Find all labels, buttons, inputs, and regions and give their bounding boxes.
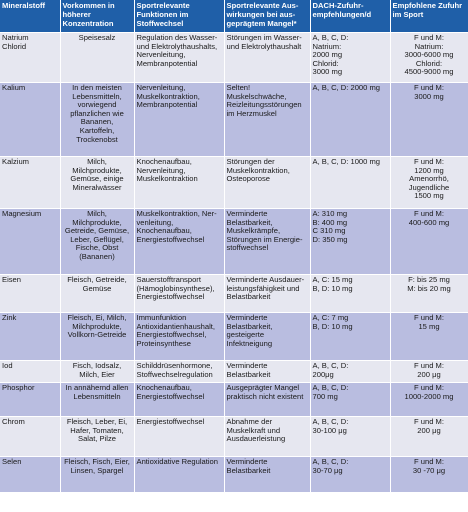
cell-text: F und M: 200 μg [414,361,444,379]
table-cell [60,83,134,157]
cell-text: Verminderte Belastbarkeit, gesteigerte Infektneigung [226,313,273,348]
table-cell [60,417,134,457]
cell-text: Phosphor [2,383,35,392]
table-cell [60,157,134,209]
table-cell [224,33,310,83]
table-cell [0,457,60,493]
cell-text: F und M: 1000-2000 mg [404,383,454,401]
table-cell [390,33,468,83]
cell-text: Kalium [2,83,26,92]
column-header-6: Empfohlene Zufuhr im Sport [390,0,468,33]
cell-text: F und M: 1200 mg Amenorrhö, Jugendliche 1500 mg [408,157,450,201]
cell-text: Verminderte Belastbarkeit [226,457,271,475]
cell-text: Störungen im Wasser- und Elektrolythaushalt [226,33,302,51]
table-cell [390,313,468,361]
table-cell [60,275,134,313]
cell-text: Zink [2,313,17,322]
cell-text: Sauerstofftransport (Hämoglobinsynthese), Energiestoffwechsel [136,275,215,302]
cell-text: Speisesalz [78,33,116,42]
header-row [0,0,468,33]
table-cell [310,33,390,83]
table-cell [0,275,60,313]
cell-text: Schilddrüsenhormone, Stoffwechselregulation [136,361,213,379]
cell-text: Verminderte Belastbarkeit, Muskelkrämpfe, Störungen im Energie-stoffwechsel [226,209,303,253]
table-cell [134,383,224,417]
table-cell [134,209,224,275]
table-cell [224,209,310,275]
table-cell [0,83,60,157]
table-cell [0,361,60,383]
table-cell [224,383,310,417]
table-cell [390,209,468,275]
table-row [0,157,468,209]
table-cell [224,157,310,209]
table-cell [224,313,310,361]
table-cell [0,383,60,417]
table-cell [310,457,390,493]
cell-text: A, C: 15 mg B, D: 10 mg [312,275,353,293]
table-cell [224,83,310,157]
table-cell [310,417,390,457]
table-cell [310,209,390,275]
cell-text: Milch, Milchprodukte, Gemüse, einige Mineralwässer [70,157,124,192]
table-cell [134,33,224,83]
table-row [0,383,468,417]
cell-text: Iod [2,361,13,370]
cell-text: Störungen der Muskelkontraktion, Osteoporose [226,157,290,184]
cell-text: Antioxidative Regulation [136,457,218,466]
cell-text: Fleisch, Getreide, Gemüse [67,275,127,293]
cell-text: Selen [2,457,22,466]
cell-text: Regulation des Wasser- und Elektrolythaushalts, Nervenleitung, Membranpotential [136,33,218,68]
table-cell [0,157,60,209]
cell-text: In den meisten Lebensmitteln, vorwiegend pflanzlichen wie Bananen, Kartoffeln, Trockenobst [70,83,124,144]
table-cell [60,33,134,83]
table-cell [390,383,468,417]
table-row [0,313,468,361]
cell-text: F und M: 200 μg [414,417,444,435]
table-cell [310,83,390,157]
cell-text: F und M: 30 -70 μg [412,457,446,475]
table-cell [310,157,390,209]
table-cell [310,361,390,383]
table-cell [0,209,60,275]
cell-text: A, B, C, D: Natrium: 2000 mg Chlorid: 3000 mg [312,33,349,77]
table-row [0,361,468,383]
cell-text: A: 310 mg B: 400 mg C 310 mg D: 350 mg [312,209,348,244]
cell-text: A, B, C, D: 30-100 μg [312,417,349,435]
cell-text: Muskelkontraktion, Ner- venleitung, Knochenaufbau, Energiestoffwechsel [136,209,217,244]
table-cell [134,361,224,383]
cell-text: Kalzium [2,157,30,166]
cell-text: A, B, C, D: 200μg [312,361,349,379]
table-cell [0,33,60,83]
cell-text: Nervenleitung, Muskelkontraktion, Membranpotential [136,83,200,110]
table-cell [134,457,224,493]
table-cell [224,361,310,383]
table-cell [134,275,224,313]
cell-text: F und M: Natrium: 3000-6000 mg Chlorid: 4500-9000 mg [404,33,454,77]
table-row [0,209,468,275]
cell-text: Natrium Chlorid [2,33,29,51]
table-body [0,33,468,493]
cell-text: Abnahme der Muskelkraft und Ausdauerleistung [226,417,286,444]
cell-text: Magnesium [2,209,42,218]
table-cell [224,417,310,457]
table-cell [60,209,134,275]
cell-text: A, C: 7 mg B, D: 10 mg [312,313,353,331]
table-cell [310,275,390,313]
cell-text: In annähernd allen Lebensmitteln [65,383,129,401]
cell-text: Chrom [2,417,25,426]
table-cell [390,157,468,209]
table-row [0,275,468,313]
cell-text: Eisen [2,275,21,284]
cell-text: Knochenaufbau, Energiestoffwechsel [136,383,205,401]
column-header-3: Sportrelevante Funktionen im Stoffwechsel [134,0,224,33]
column-header-4: Sportrelevante Aus-wirkungen bei aus-geprägtem Mangel* [224,0,310,33]
table-cell [0,313,60,361]
column-header-2: Vorkommen in höherer Konzentration [60,0,134,33]
column-header-1: Mineralstoff [0,0,60,33]
cell-text: A, B, C, D: 2000 mg [312,83,381,92]
cell-text: Selten! Muskelschwäche, Reizleitungsstörungen im Herzmuskel [226,83,302,118]
cell-text: A, B, C, D: 700 mg [312,383,349,401]
table-row [0,83,468,157]
table-cell [310,313,390,361]
table-row [0,33,468,83]
table-row [0,457,468,493]
cell-text: F und M: 15 mg [414,313,444,331]
table-cell [134,83,224,157]
cell-text: Knochenaufbau, Nervenleitung, Muskelkontraktion [136,157,198,184]
table-cell [0,417,60,457]
table-cell [134,417,224,457]
cell-text: Fleisch, Leber, Ei, Hafer, Tomaten, Salat, Pilze [66,417,128,444]
cell-text: F und M: 400-600 mg [408,209,450,227]
table-cell [390,417,468,457]
cell-text: Milch, Milchprodukte, Getreide, Gemüse, Leber, Geflügel, Fische, Obst (Bananen) [64,209,130,261]
table-cell [134,313,224,361]
table-row [0,417,468,457]
table-cell [390,83,468,157]
cell-text: Ausgeprägter Mangel praktisch nicht existent [226,383,304,401]
table-cell [390,457,468,493]
table-cell [60,313,134,361]
cell-text: Verminderte Belastbarkeit [226,361,271,379]
table-cell [134,157,224,209]
table-cell [60,383,134,417]
cell-text: Immunfunktion Antioxidantienhaushalt, Energiestoffwechsel, Proteinsynthese [136,313,216,348]
cell-text: Fisch, Iodsalz, Milch, Eier [72,361,122,379]
column-header-5: DACH-Zufuhr-empfehlungen/d [310,0,390,33]
cell-text: A, B, C, D: 30-70 μg [312,457,349,475]
cell-text: F: bis 25 mg M: bis 20 mg [407,275,451,293]
table-cell [390,275,468,313]
table-cell [224,275,310,313]
cell-text: Energiestoffwechsel [136,417,205,426]
table-cell [390,361,468,383]
cell-text: Fleisch, Ei, Milch, Milchprodukte, Vollkorn-Getreide [67,313,127,340]
cell-text: Verminderte Ausdauer-leistungsfähigkeit und Belastbarkeit [226,275,305,302]
table-cell [224,457,310,493]
table-header [0,0,468,33]
cell-text: Fleisch, Fisch, Eier, Linsen, Spargel [64,457,130,475]
cell-text: F und M: 3000 mg [414,83,444,101]
cell-text: A, B, C, D: 1000 mg [312,157,381,166]
table-cell [60,361,134,383]
table-cell [60,457,134,493]
table-cell [310,383,390,417]
